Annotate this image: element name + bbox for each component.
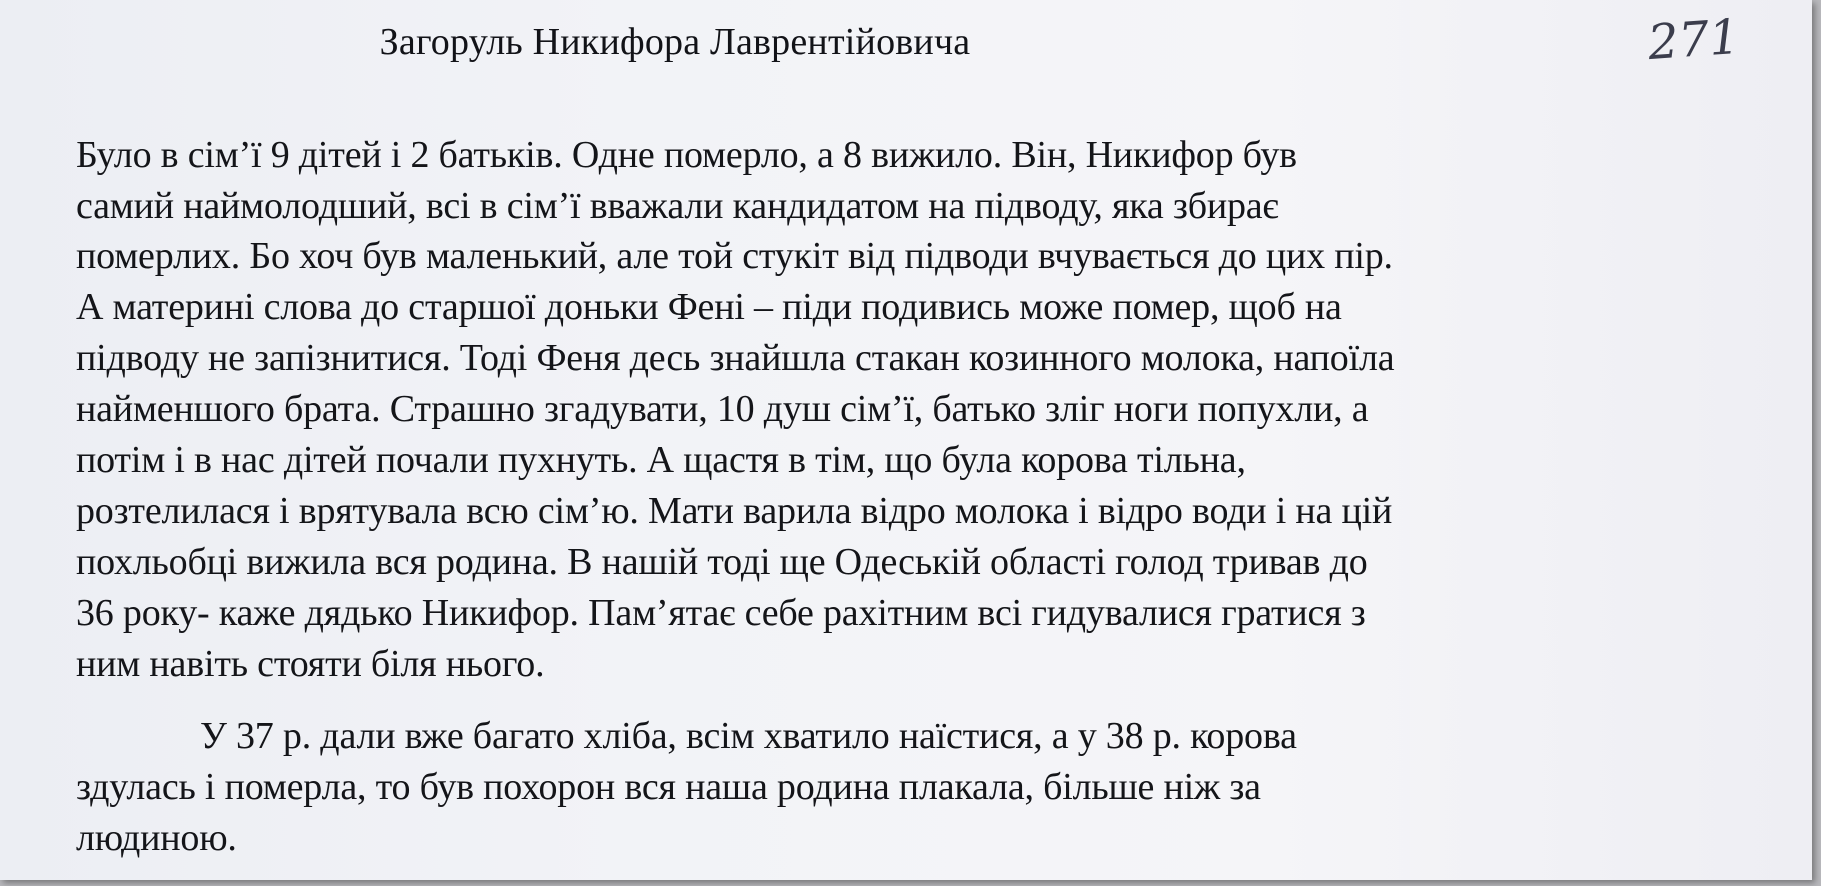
text-line: Було в сім’ї 9 дітей і 2 батьків. Одне померло, а 8 вижило. Він, Никифор був <box>76 134 1297 176</box>
text-line: людиною. <box>76 817 237 859</box>
document-title: Загоруль Никифора Лаврентійовича <box>379 21 971 63</box>
text-line: найменшого брата. Страшно згадувати, 10 душ сім’ї, батько зліг ноги попухли, а <box>76 388 1369 430</box>
text-line: самий наймолодший, всі в сім’ї вважали кандидатом на підводу, яка збирає <box>76 185 1279 227</box>
text-line: підводу не запізнитися. Тоді Феня десь знайшла стакан козинного молока, напоїла <box>76 337 1395 379</box>
handwritten-page-number: 271 <box>1646 8 1742 72</box>
text-line: А материні слова до старшої доньки Фені – піди подивись може помер, щоб на <box>76 286 1342 328</box>
text-line: потім і в нас дітей почали пухнуть. А щастя в тім, що була корова тільна, <box>76 439 1246 481</box>
text-line: померлих. Бо хоч був маленький, але той стукіт від підводи вчувається до цих пір. <box>76 235 1393 277</box>
text-line: здулась і померла, то був похорон вся наша родина плакала, більше ніж за <box>76 766 1261 808</box>
text-line: похльобці вижила вся родина. В нашій тоді ще Одеській області голод тривав до <box>76 541 1368 583</box>
text-line: 36 року- каже дядько Никифор. Пам’ятає себе рахітним всі гидувалися гратися з <box>76 592 1366 634</box>
text-line: У 37 р. дали вже багато хліба, всім хватило наїстися, а у 38 р. корова <box>200 715 1297 757</box>
text-line: розтелилася і врятувала всю сім’ю. Мати варила відро молока і відро води і на цій <box>76 490 1393 532</box>
text-line: ним навіть стояти біля нього. <box>76 643 545 685</box>
